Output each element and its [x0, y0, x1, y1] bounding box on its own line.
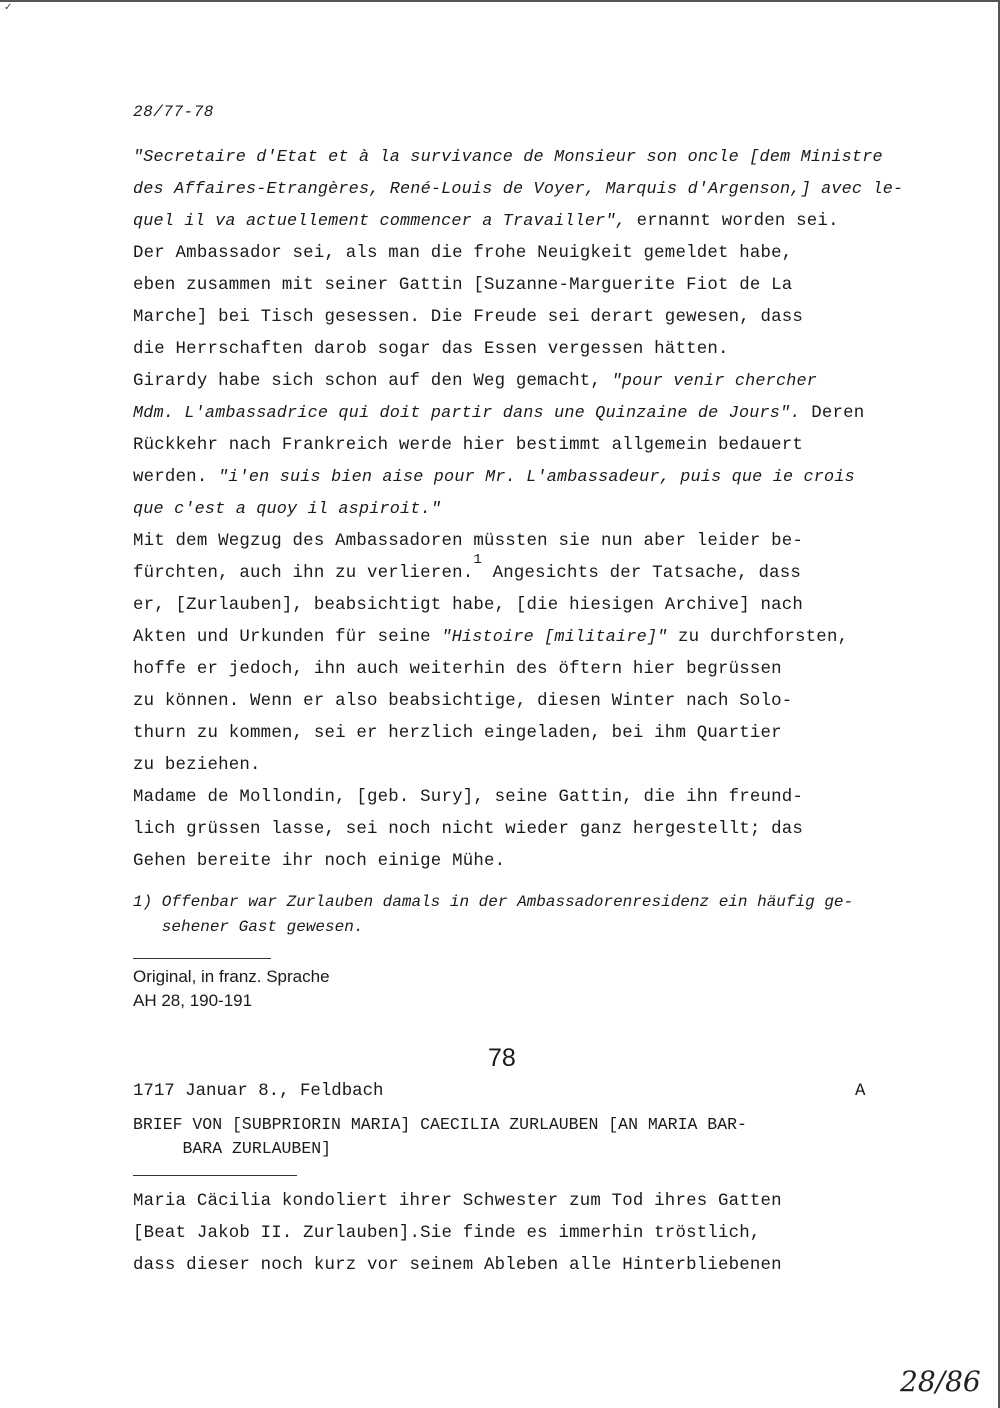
page-reference: 28/77-78	[133, 103, 214, 121]
body-line	[133, 142, 933, 174]
archive-handwritten-mark: 28/86	[900, 1365, 981, 1398]
body-line	[133, 590, 933, 622]
source-line: AH 28, 190-191	[133, 991, 253, 1010]
footnote-line: sehener Gast gewesen.	[133, 918, 364, 936]
text-run: Gehen bereite ihr noch einige Mühe.	[133, 852, 506, 871]
text-run: Girardy habe sich schon auf den Weg gemacht,	[133, 372, 612, 391]
text-run: que c'est a quoy il aspiroit."	[133, 500, 442, 519]
footnote-ref: 1	[473, 552, 482, 568]
text-run: zu durchforsten,	[667, 628, 849, 647]
text-run: Der Ambassador sei, als man die frohe Neuigkeit gemeldet habe,	[133, 244, 793, 263]
body-line	[133, 494, 933, 526]
document-date-place: 1717 Januar 8., Feldbach	[133, 1082, 384, 1101]
text-run: Deren	[800, 404, 865, 423]
text-run: hoffe er jedoch, ihn auch weiterhin des öftern hier begrüssen	[133, 660, 782, 679]
source-divider	[133, 958, 271, 959]
text-run: lich grüssen lasse, sei noch nicht wieder ganz hergestellt; das	[133, 820, 804, 839]
text-run: Akten und Urkunden für seine	[133, 628, 442, 647]
document-grade: A	[855, 1082, 866, 1101]
title-divider	[133, 1175, 297, 1176]
footnote	[133, 890, 913, 940]
text-run: Rückkehr nach Frankreich werde hier bestimmt allgemein bedauert	[133, 436, 804, 455]
body-line	[133, 398, 933, 430]
body-line	[133, 334, 933, 366]
body-line	[133, 526, 933, 558]
body-line	[133, 718, 933, 750]
body-line	[133, 462, 933, 494]
body-line	[133, 366, 933, 398]
body-line	[133, 782, 933, 814]
body-line	[133, 750, 933, 782]
source-line: Original, in franz. Sprache	[133, 967, 330, 986]
body-line	[133, 622, 933, 654]
text-run: fürchten, auch ihn zu verlieren.	[133, 564, 474, 583]
text-run: "i'en suis bien aise pour Mr. L'ambassadeur, puis que ie crois	[218, 468, 855, 487]
summary-line: [Beat Jakob II. Zurlauben].Sie finde es immerhin tröstlich,	[133, 1224, 761, 1243]
body-line	[133, 174, 933, 206]
scan-border-top	[0, 0, 1000, 2]
text-run: eben zusammen mit seiner Gattin [Suzanne-Marguerite Fiot de La	[133, 276, 793, 295]
body-line	[133, 430, 933, 462]
text-run: Mit dem Wegzug des Ambassadoren müssten sie nun aber leider be-	[133, 532, 804, 551]
body-line	[133, 206, 933, 238]
title-line: BARA ZURLAUBEN]	[133, 1139, 332, 1158]
text-run: ernannt worden sei.	[625, 212, 839, 231]
body-line	[133, 302, 933, 334]
text-run: "Histoire [militaire]"	[441, 628, 668, 647]
text-run: zu können. Wenn er also beabsichtige, diesen Winter nach Solo-	[133, 692, 793, 711]
body-line	[133, 814, 933, 846]
document-summary	[133, 1186, 933, 1282]
source-note	[133, 965, 330, 1013]
text-run: die Herrschaften darob sogar das Essen vergessen hätten.	[133, 340, 729, 359]
document-title	[133, 1113, 893, 1161]
summary-line: dass dieser noch kurz vor seinem Ableben alle Hinterbliebenen	[133, 1256, 782, 1275]
text-run: "pour venir chercher	[611, 372, 818, 391]
text-run: werden.	[133, 468, 219, 487]
text-run: Angesichts der Tatsache, dass	[481, 564, 802, 583]
text-run: des Affaires-Etrangères, René-Louis de Voyer, Marquis d'Argenson,] avec le-	[133, 180, 904, 199]
body-line	[133, 270, 933, 302]
text-run: zu beziehen.	[133, 756, 261, 775]
body-line	[133, 686, 933, 718]
body-line	[133, 238, 933, 270]
text-run: Marche] bei Tisch gesessen. Die Freude sei derart gewesen, dass	[133, 308, 804, 327]
title-line: BRIEF VON [SUBPRIORIN MARIA] CAECILIA ZURLAUBEN [AN MARIA BAR-	[133, 1115, 747, 1134]
text-run: Madame de Mollondin, [geb. Sury], seine Gattin, die ihn freund-	[133, 788, 804, 807]
text-run: quel il va actuellement commencer a Travailler",	[133, 212, 626, 231]
corner-check-mark: ✓	[4, 2, 13, 13]
text-run: er, [Zurlauben], beabsichtigt habe, [die hiesigen Archive] nach	[133, 596, 804, 615]
document-number: 78	[488, 1044, 516, 1072]
text-run: Mdm. L'ambassadrice qui doit partir dans une Quinzaine de Jours".	[133, 404, 801, 423]
body-line	[133, 846, 933, 878]
summary-line: Maria Cäcilia kondoliert ihrer Schwester zum Tod ihres Gatten	[133, 1192, 782, 1211]
body-text	[133, 142, 933, 878]
footnote-line: 1) Offenbar war Zurlauben damals in der Ambassadorenresidenz ein häufig ge-	[133, 893, 854, 911]
body-line	[133, 552, 933, 590]
body-line	[133, 654, 933, 686]
text-run: thurn zu kommen, sei er herzlich eingeladen, bei ihm Quartier	[133, 724, 782, 743]
text-run: "Secretaire d'Etat et à la survivance de Monsieur son oncle [dem Ministre	[133, 148, 883, 167]
